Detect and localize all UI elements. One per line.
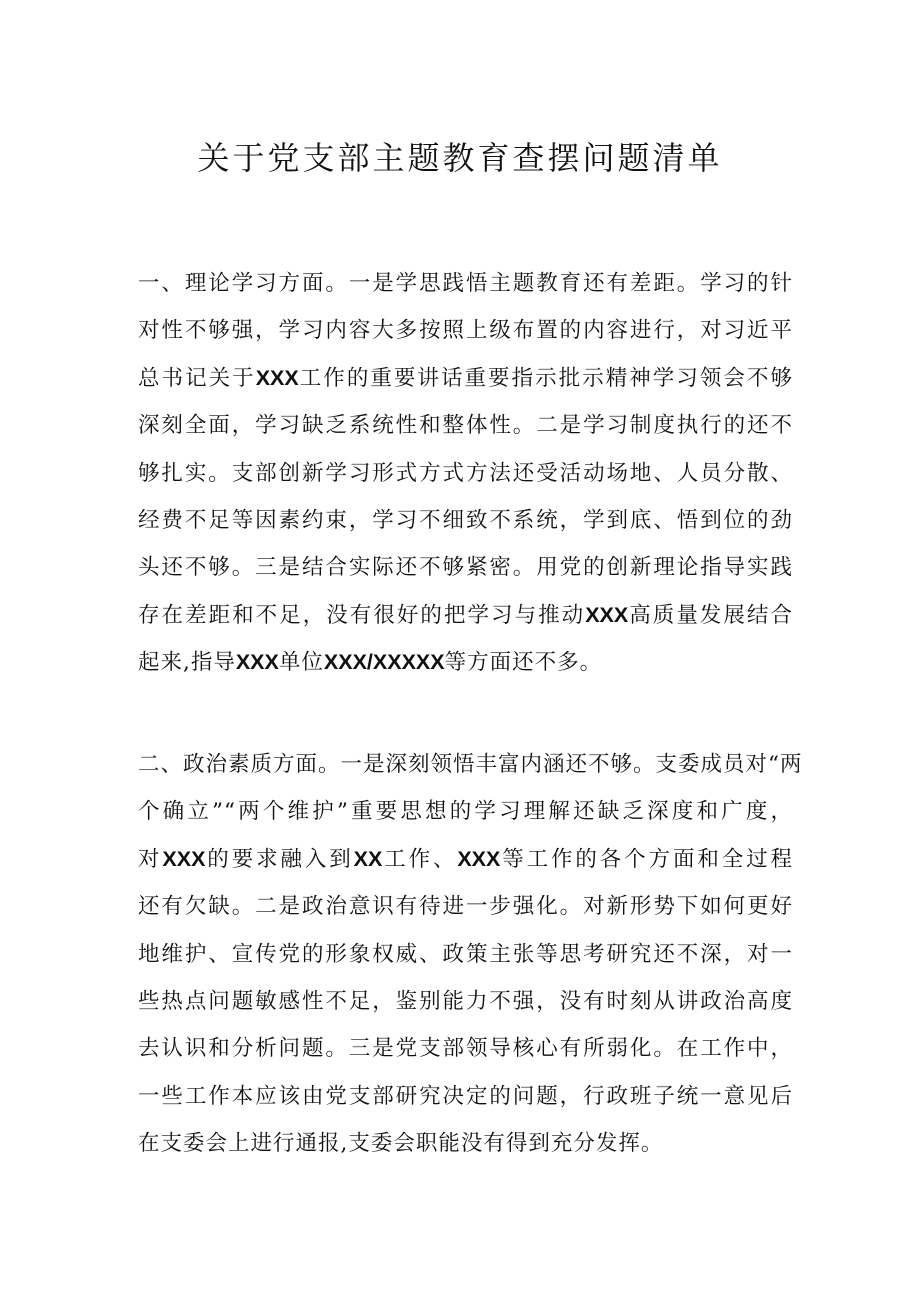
placeholder-text: XXX [457, 846, 501, 871]
placeholder-text: XXX [585, 602, 629, 627]
paragraph-line: 对XXX的要求融入到XX工作、XXX等工作的各个方面和全过程 [138, 846, 793, 872]
paragraph-line: 经费不足等因素约束，学习不细致不系统，学到底、悟到位的劲 [138, 508, 793, 534]
paragraph-line: 深刻全面，学习缺乏系统性和整体性。二是学习制度执行的还不 [138, 413, 793, 439]
document-title: 关于党支部主题教育查摆问题清单 [197, 139, 723, 177]
placeholder-text: XXX [255, 365, 299, 390]
section-political-quality [138, 741, 803, 1168]
paragraph-line: 去认识和分析问题。三是党支部领导核心有所弱化。在工作中， [138, 1036, 793, 1062]
placeholder-text: XXX/XXXXX [323, 650, 445, 675]
paragraph-line: 还有欠缺。二是政治意识有待进一步强化。对新形势下如何更好 [138, 894, 793, 920]
paragraph-line: 起来,指导XXX单位XXX/XXXXX等方面还不多。 [138, 650, 603, 676]
paragraph-line: 对性不够强，学习内容大多按照上级布置的内容进行，对习近平 [138, 318, 793, 344]
paragraph-line: 头还不够。三是结合实际还不够紧密。用党的创新理论指导实践 [138, 555, 793, 581]
paragraph-line: 总书记关于XXX工作的重要讲话重要指示批示精神学习领会不够 [138, 365, 793, 391]
paragraph-line: 一些工作本应该由党支部研究决定的问题，行政班子统一意见后 [138, 1083, 793, 1109]
placeholder-text: XX [353, 846, 383, 871]
paragraph-line: 个确立”“两个维护”重要思想的学习理解还缺乏深度和广度， [138, 799, 793, 825]
placeholder-text: XXX [235, 650, 279, 675]
paragraph-line: 够扎实。支部创新学习形式方式方法还受活动场地、人员分散、 [138, 460, 793, 486]
paragraph-line: 一、理论学习方面。一是学思践悟主题教育还有差距。学习的针 [138, 271, 793, 296]
section-theory-study [138, 260, 793, 687]
paragraph-line: 存在差距和不足，没有很好的把学习与推动XXX高质量发展结合 [138, 602, 793, 628]
paragraph-line: 二、政治素质方面。一是深刻领悟丰富内涵还不够。支委成员对“两 [138, 752, 803, 777]
paragraph-line: 些热点问题敏感性不足，鉴别能力不强，没有时刻从讲政治高度 [138, 989, 793, 1015]
paragraph-line: 在支委会上进行通报,支委会职能没有得到充分发挥。 [138, 1131, 664, 1157]
paragraph-line: 地维护、宣传党的形象权威、政策主张等思考研究还不深，对一 [138, 941, 793, 967]
placeholder-text: XXX [162, 846, 206, 871]
